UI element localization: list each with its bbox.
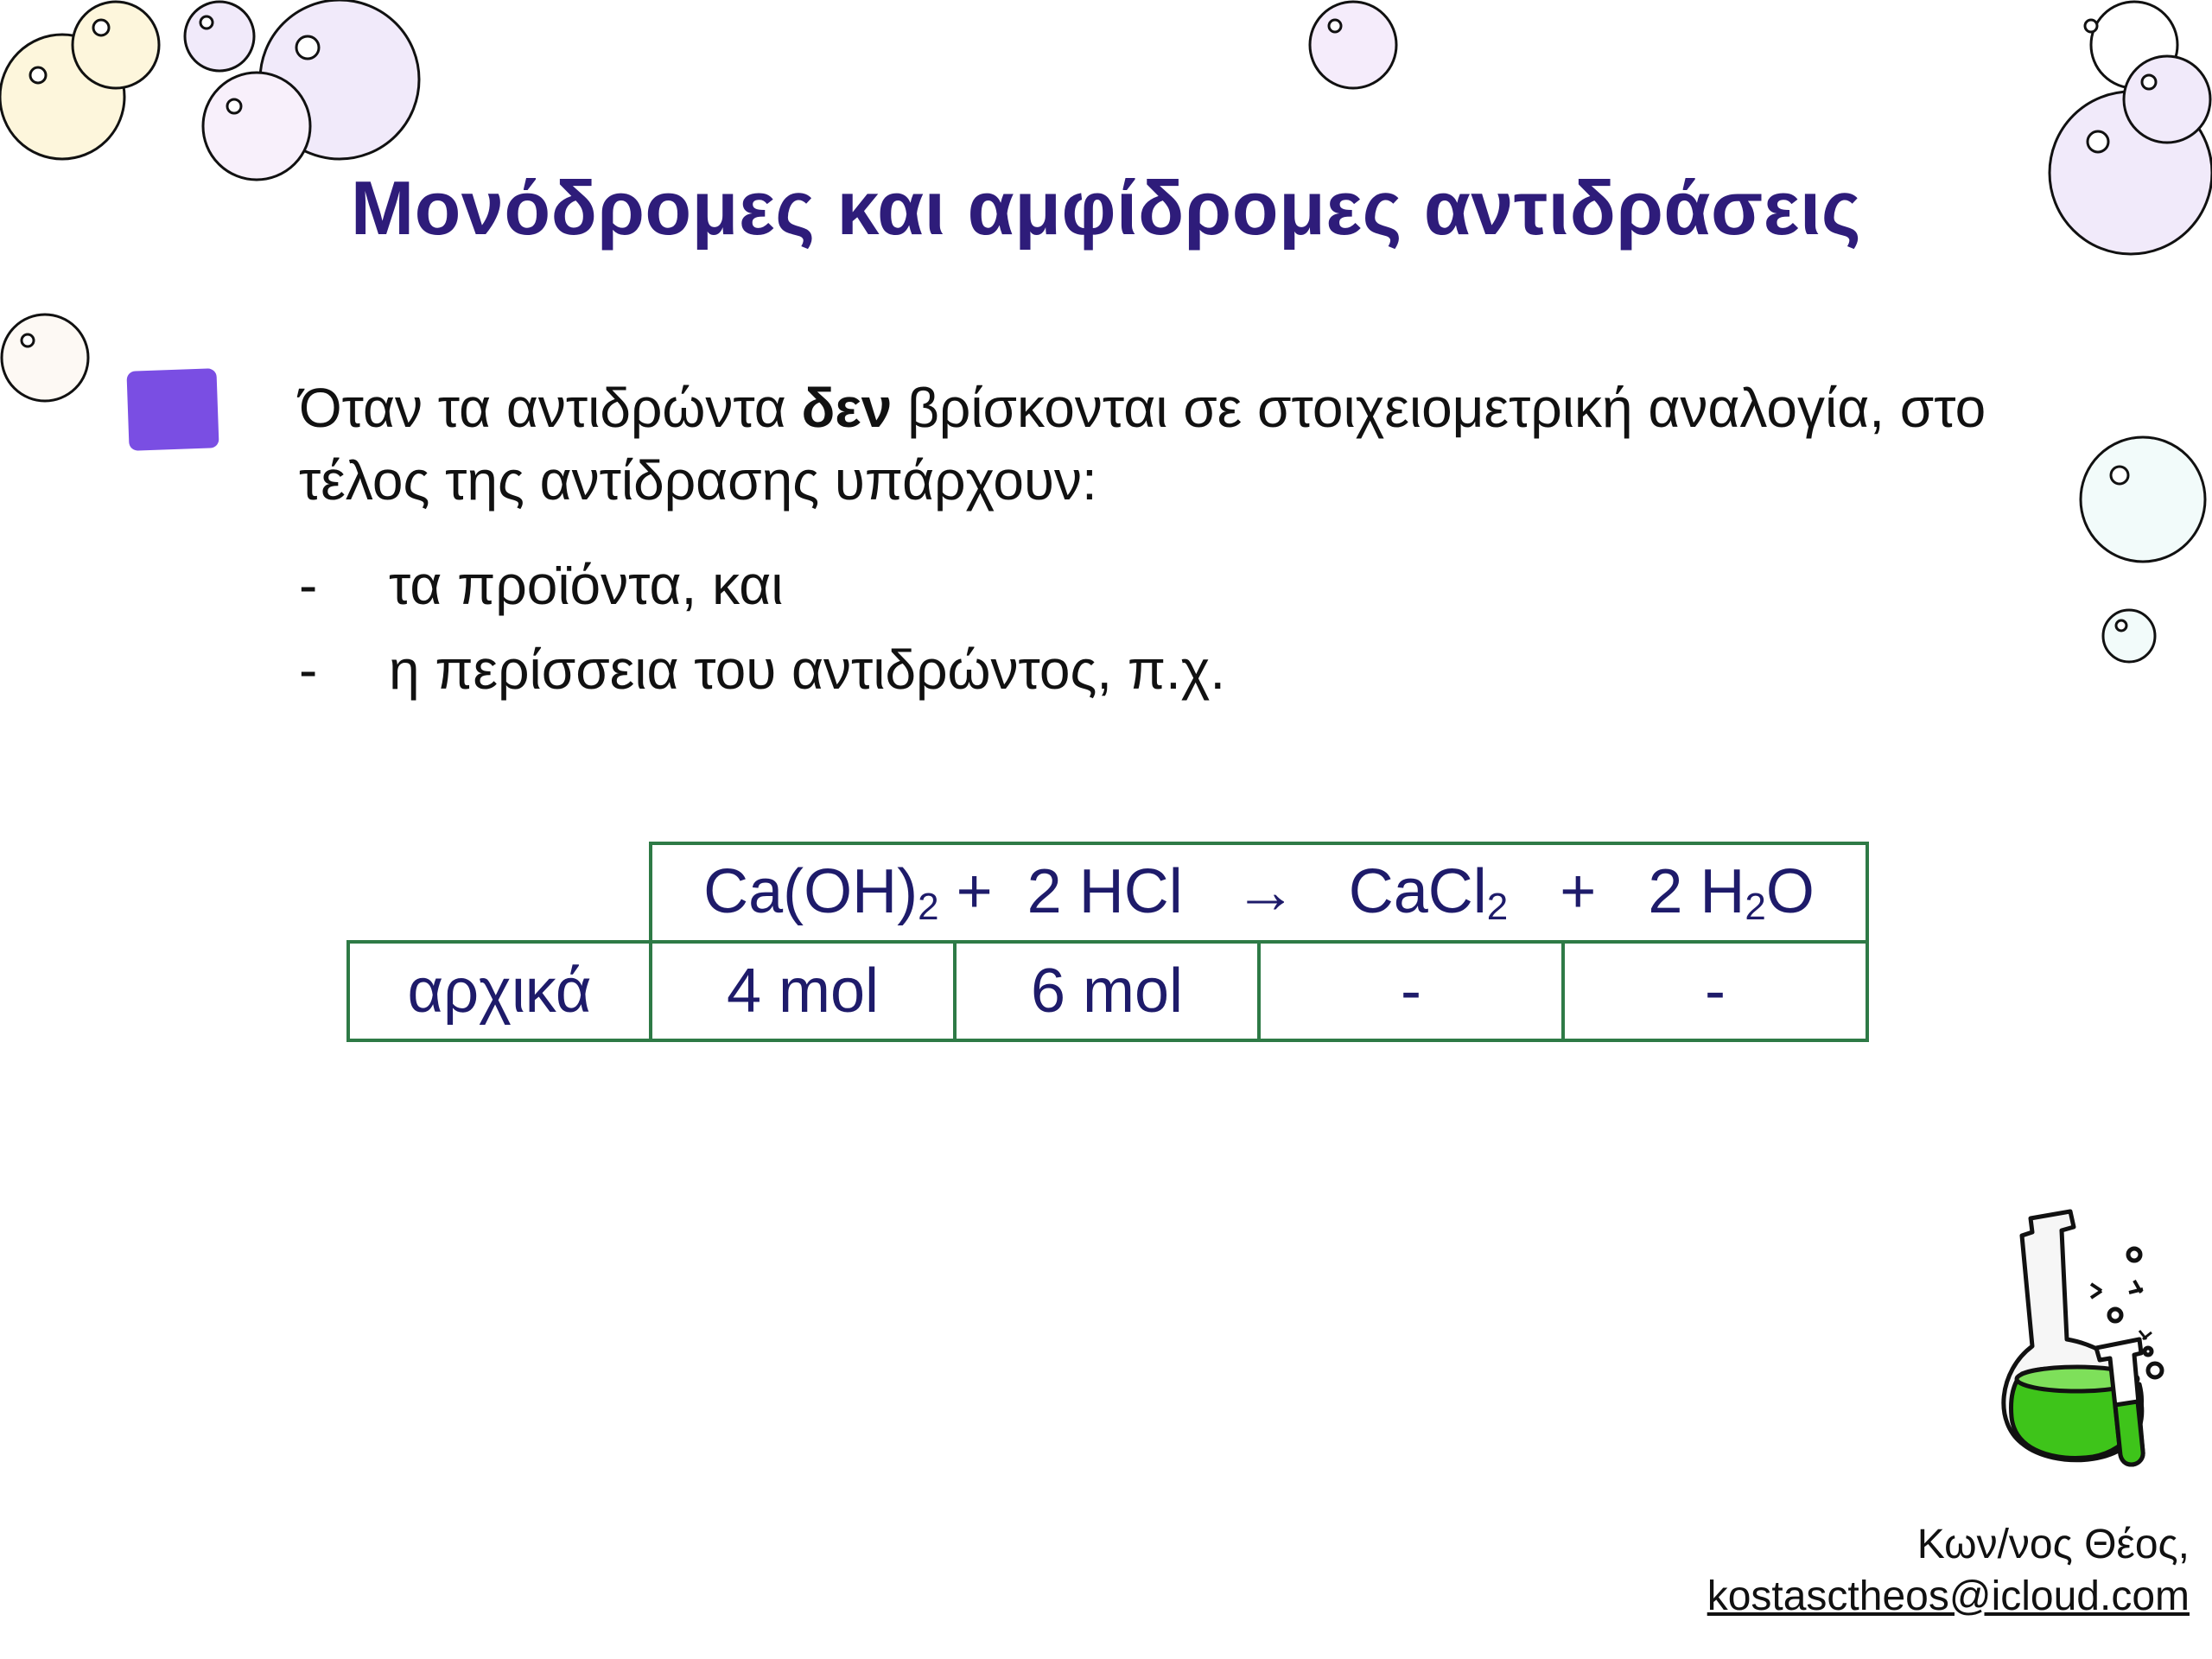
initial-amounts-row [348,942,1867,1040]
plus-sign: + [956,857,993,926]
reactant-2: 2 HCl [1027,857,1183,926]
plus-sign: + [1560,857,1597,926]
product-1: CaCl [1348,857,1487,926]
bubble [2103,610,2155,662]
reactant-1: Ca(OH) [703,857,918,926]
intro-text-continued: βρίσκονται σε στοιχειομετρική αναλογία, στο τέλος της αντίδρασης υπάρχουν: [299,377,1986,512]
empty-corner-cell [348,843,651,942]
list-dash: - [299,639,318,701]
subscript: 2 [1745,886,1766,928]
subscript: 2 [918,886,939,928]
product-2: 2 H [1648,857,1745,926]
intro-paragraph [299,372,1993,517]
table-cell: 4 mol [651,942,955,1040]
bubble [2088,131,2108,152]
bubble [2081,437,2205,562]
list-dash: - [299,554,318,616]
table-cell: - [1563,942,1867,1040]
subscript: 2 [1486,886,1509,928]
bubble [2,315,88,401]
bubble [2085,20,2097,32]
chemical-equation [651,843,1867,942]
intro-bold-word: δεν [801,377,893,439]
bubble [1329,20,1341,32]
slide-title: Μονόδρομες και αμφίδρομες αντιδράσεις [350,165,1862,251]
bubble [2111,467,2128,484]
row-label: αρχικά [348,942,651,1040]
bubble [2124,56,2210,143]
bubble [93,20,109,35]
bubble [1310,2,1396,88]
author-name: Κων/νος Θέος, [1916,1522,2190,1567]
author-email-link[interactable]: kostasctheos@icloud.com [1707,1573,2190,1619]
bubble [30,67,46,83]
bubble [2142,75,2156,89]
bubble [185,2,254,71]
author-credit [1585,1519,2190,1623]
bubble [73,2,159,88]
product-2-suffix: O [1765,857,1815,926]
chemistry-flask-icon [1987,1201,2169,1478]
bubble [200,16,213,29]
table-cell: - [1259,942,1563,1040]
bubble [22,334,34,346]
bubble [296,36,319,59]
list-item-text: τα προϊόντα, και [389,554,784,616]
reaction-arrow: → [1234,857,1297,926]
list-item-text: η περίσσεια του αντιδρώντος, π.χ. [389,639,1226,701]
bubble [2116,620,2126,631]
table-cell: 6 mol [955,942,1259,1040]
square-bullet-icon [126,368,219,451]
equation-row [348,843,1867,942]
reaction-table [346,842,1869,1042]
intro-text: Όταν τα αντιδρώντα [299,377,802,439]
bubble [227,99,241,113]
